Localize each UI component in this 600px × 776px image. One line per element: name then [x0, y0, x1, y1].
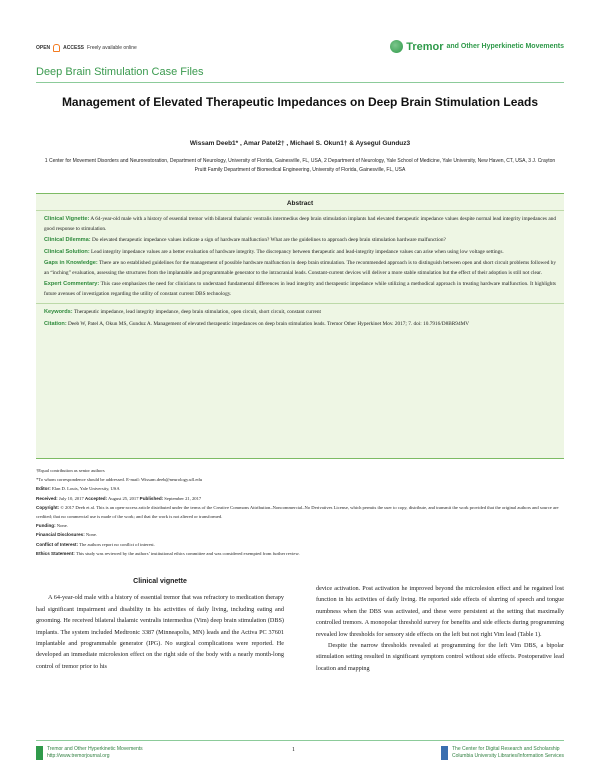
- accepted-value: August 25, 2017: [107, 495, 140, 501]
- article-title: Management of Elevated Therapeutic Impedances on Deep Brain Stimulation Leads: [61, 95, 539, 109]
- received-value: July 10, 2017: [57, 495, 85, 501]
- funding-value: None.: [55, 523, 68, 529]
- citation: [44, 320, 556, 330]
- abstract-text: Do elevated therapeutic impedance values indicate a sign of hardware malfunction? What are the guidelines to approach deep brain stimulation hardware malfunction?: [90, 237, 446, 243]
- abstract-clinical-dilemma: [44, 236, 556, 246]
- published-label: Published:: [139, 495, 164, 501]
- body-column-left: [36, 576, 284, 672]
- journal-name-rest: and Other Hyperkinetic Movements: [446, 43, 564, 50]
- ethics-line: [36, 549, 564, 558]
- citation-text: Deeb W, Patel A, Okun MS, Gunduz A. Management of elevated therapeutic impedances on deep brain stimulation leads. Tremor Other Hyperkinet Mov. 2017; 7. doi: 10.7916/D8BR94MV: [66, 320, 470, 327]
- ethics-value: This study was reviewed by the authors’ institutional ethics committee and was considered exempted from further review.: [74, 550, 300, 556]
- journal-logo: [390, 40, 564, 53]
- financial-label: Financial Disclosures:: [36, 532, 85, 538]
- abstract-label: Clinical Vignette:: [44, 216, 90, 222]
- section-heading: Clinical vignette: [133, 578, 187, 585]
- funding-line: [36, 521, 564, 530]
- footer-publisher-name: The Center for Digital Research and Scholarship: [452, 746, 560, 752]
- footer-journal: [36, 746, 143, 760]
- open-access-label: OPEN: [36, 45, 51, 51]
- abstract-text: Lead integrity impedance values are a better evaluation of hardware integrity. The discrepancy between therapeutic and lead-integrity impedance values can arise when using low voltage settings.: [89, 248, 504, 255]
- page-footer: [36, 740, 564, 764]
- abstract-label: Expert Commentary:: [44, 281, 100, 287]
- copyright-value: © 2017 Deeb et al. This is an open-access article distributed under the terms of the Creative Commons Attribution–Noncommercial–No Derivatives License, which permits the user to copy, distribute, and transmit the work provided that the original authors and source are credited; that no commercial use is made of the work; and that the work is not altered or transformed.: [36, 504, 559, 520]
- body-paragraph: A 64-year-old male with a history of essential tremor that was refractory to medication therapy had significant impairment and disability in his activities of daily living, including eating and grooming. He received bilateral thalamic ventralis intermedius (Vim) deep brain stimulation (DBS) implants. The system included Medtronic 3387 (Minneapolis, MN) leads and the Activa PC 37601 implantable and programmable generator (IPG). No surgical complications were reported. He developed an immediate microlesion effect on the right side of the body with a nearly month-long control of tremor prior to his: [36, 594, 284, 670]
- body-column-right: [316, 583, 564, 674]
- section-label: Deep Brain Stimulation Case Files: [36, 66, 204, 78]
- financial-value: None.: [84, 532, 98, 538]
- abstract-clinical-vignette: [44, 215, 556, 234]
- journal-name-short: Tremor: [406, 40, 444, 53]
- header-divider: [36, 82, 564, 83]
- conflict-line: [36, 540, 564, 549]
- keywords: [44, 308, 556, 318]
- equal-contribution-note: †Equal contribution as senior authors: [36, 468, 105, 473]
- access-label: ACCESS: [63, 45, 85, 51]
- keywords-text: Therapeutic impedance, lead integrity impedance, deep brain stimulation, open circuit, short circuit, constant current: [72, 309, 321, 315]
- abstract-label: Clinical Dilemma:: [44, 237, 91, 243]
- abstract-divider: [36, 210, 564, 211]
- open-access-badge: [36, 44, 137, 52]
- conflict-label: Conflict of Interest:: [36, 541, 79, 547]
- dates-line: [36, 494, 564, 503]
- published-value: September 21, 2017: [163, 495, 202, 501]
- journal-header: [36, 40, 564, 60]
- abstract-heading: Abstract: [286, 200, 314, 207]
- abstract-text: There are no established guidelines for the management of possible hardware malfunction in deep brain stimulation. The recommended approach is to distinguish between open and short circuit problems followed by an “inching” evaluation, assessing the structures from the implantable and programmable generator to the intracranial leads. Constant-current devices will deliver a more stable stimulation but the effect of their adoption is still not clear.: [44, 260, 556, 276]
- editor-label: Editor:: [36, 486, 51, 492]
- abstract-gaps-in-knowledge: [44, 259, 556, 278]
- footer-journal-url[interactable]: http://www.tremorjournal.org: [47, 753, 110, 759]
- abstract-text: A 64-year-old male with a history of essential tremor with bilateral thalamic ventralis intermedius deep brain stimulation implants had elevated therapeutic impedance values despite normal lead integrity impedances and good response to stimulation.: [44, 216, 556, 232]
- footer-publisher: [441, 746, 564, 760]
- received-label: Received:: [36, 495, 58, 501]
- abstract-text: This case emphasizes the need for clinicians to understand fundamental differences in lead integrity and therapeutic impedance while utilizing a methodical approach in treating hardware malfunction. It highlights future avenues of investigation regarding the utility of constant current DBS technology.: [44, 281, 556, 297]
- freely-available-text: Freely available online: [87, 45, 137, 51]
- abstract-divider: [36, 303, 564, 304]
- editor-line: [36, 484, 564, 493]
- affiliations: 1 Center for Movement Disorders and Neurorestoration, Department of Neurology, University of Florida, Gainesville, FL, USA, 2 Department of Neurology, Yale School of Medicine, Yale University, New Haven, CT, USA, 3 J. Crayton Pruitt Family Department of Biomedical Engineering, University of Florida, Gainesville, FL, USA: [44, 158, 556, 173]
- funding-label: Funding:: [36, 523, 56, 529]
- abstract-box: [36, 193, 564, 459]
- conflict-value: The authors report no conflict of interest.: [78, 541, 155, 547]
- abstract-label: Gaps in Knowledge:: [44, 260, 98, 266]
- keywords-label: Keywords:: [44, 309, 73, 315]
- publisher-mark-icon: [441, 746, 448, 760]
- front-matter: [36, 466, 564, 558]
- body-paragraph: Despite the narrow thresholds revealed at programming for the left Vim DBS, a bipolar stimulation setting resulted in significant symptom control without side effects. Postoperative lead location and mapping: [316, 642, 564, 672]
- ethics-label: Ethics Statement:: [36, 550, 75, 556]
- author-list: Wissam Deeb1* , Amar Patel2† , Michael S. Okun1† & Aysegul Gunduz3: [189, 140, 411, 147]
- editor-value: Elan D. Louis, Yale University, USA: [50, 486, 120, 492]
- citation-label: Citation:: [44, 320, 67, 327]
- accepted-label: Accepted:: [84, 495, 108, 501]
- footer-journal-name: Tremor and Other Hyperkinetic Movements: [47, 746, 143, 752]
- financial-line: [36, 530, 564, 539]
- copyright-line: [36, 503, 564, 521]
- correspondence-note: *To whom correspondence should be addressed. E-mail: Wissam.deeb@neurology.ufl.edu: [36, 477, 202, 483]
- brain-icon: [390, 40, 403, 53]
- abstract-clinical-solution: [44, 248, 556, 258]
- journal-mark-icon: [36, 746, 43, 760]
- body-paragraph: device activation. Post activation he improved beyond the microlesion effect and he regained lost function in his activities of daily living. He reported side effects of slurring of speech and tongue numbness when the DBS was activated, and these were persistent at the setting that maximally controlled tremors. A monopolar threshold survey for benefits and side effects during programming revealed low thresholds for sensory side effects on the left but not right Vim lead (Table 1).: [316, 585, 564, 638]
- open-lock-icon: [53, 44, 60, 52]
- abstract-expert-commentary: [44, 280, 556, 299]
- page-number: 1: [292, 747, 295, 753]
- abstract-label: Clinical Solution:: [44, 248, 90, 255]
- footer-publisher-unit: Columbia University Libraries/Information Services: [452, 753, 564, 759]
- copyright-label: Copyright:: [36, 504, 60, 510]
